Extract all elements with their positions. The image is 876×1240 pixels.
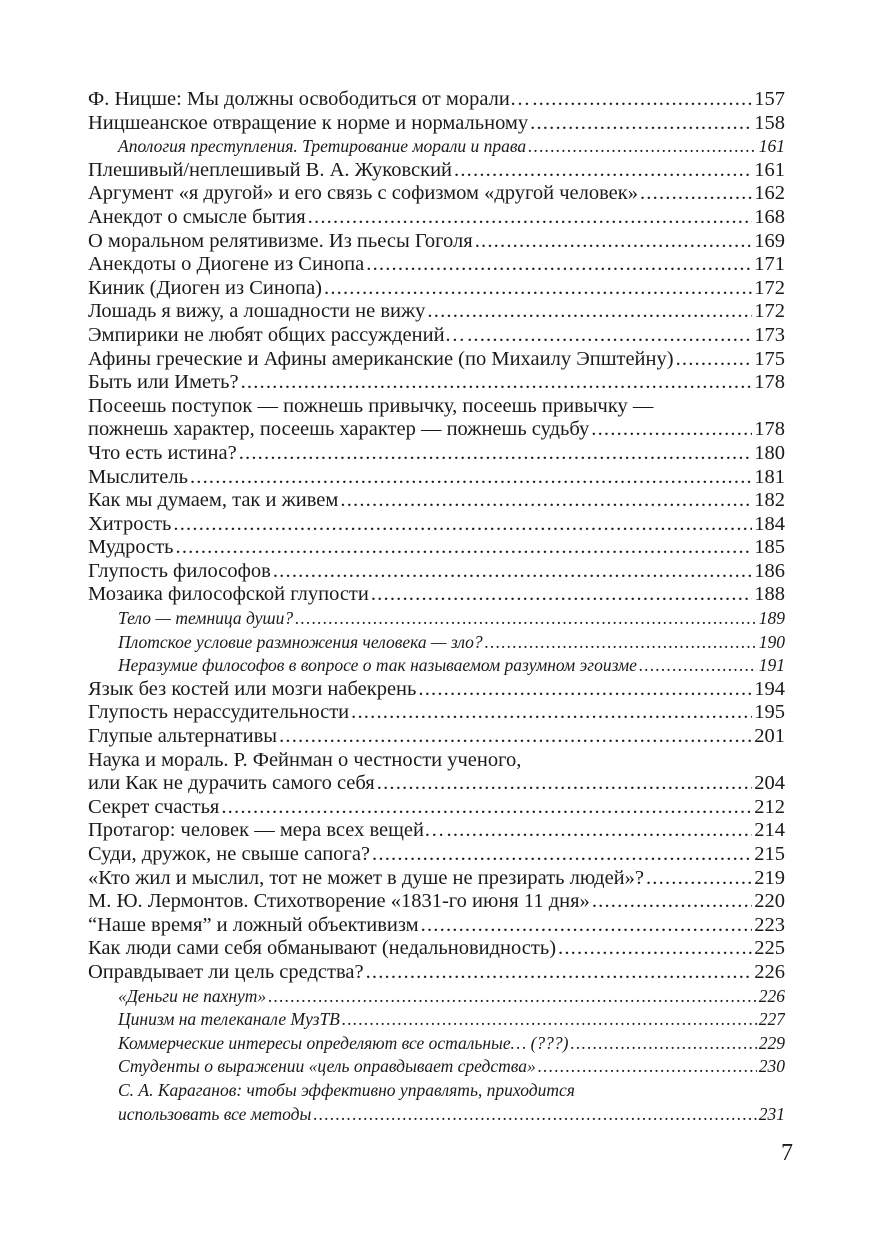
toc-entry-title: Язык без костей или мозги набекрень — [88, 677, 417, 700]
toc-entry-page: 157 — [754, 88, 785, 110]
toc-entry-title: Что есть истина? — [88, 441, 237, 464]
toc-entry-title: Глупость нерассудительности — [88, 701, 350, 724]
toc-entry-title: О моральном релятивизме. Из пьесы Гоголя — [88, 229, 473, 252]
dot-leader — [475, 230, 753, 254]
toc-entry-page: 158 — [754, 111, 785, 134]
dot-leader — [592, 890, 752, 914]
toc-entry — [88, 583, 785, 607]
dot-leader — [371, 583, 752, 607]
toc-entry-title: Аргумент «я другой» и его связь с софизмом «другой человек» — [88, 182, 638, 205]
toc-entry-title: Секрет счастья — [88, 795, 220, 818]
toc-entry-page: 185 — [754, 536, 785, 559]
dot-leader — [447, 819, 753, 843]
dot-leader — [591, 418, 752, 442]
toc-entry-page: 186 — [754, 559, 785, 582]
toc-entry-page: 219 — [754, 866, 785, 889]
dot-leader — [273, 560, 752, 584]
toc-entry-title: Апология преступления. Третирование морали и права — [118, 136, 527, 157]
toc-entry — [88, 88, 785, 112]
toc-entry-page: 182 — [754, 489, 785, 512]
toc-entry-page: 173 — [754, 323, 785, 346]
toc-entry-title: Эмпирики не любят общих рассуждений… — [88, 323, 466, 346]
dot-leader — [366, 253, 752, 277]
dot-leader — [532, 88, 752, 112]
toc-entry — [88, 324, 785, 348]
toc-entry-page: 169 — [754, 229, 785, 252]
toc-subentry — [88, 1008, 785, 1032]
toc-entry-title: Афины греческие и Афины американские (по Михаилу Эпштейну) — [88, 347, 674, 370]
toc-entry — [88, 513, 785, 537]
toc-entry — [88, 466, 785, 490]
toc-entry-title: использовать все методы — [118, 1103, 312, 1124]
toc-subentry — [88, 607, 785, 631]
toc-entry — [88, 914, 785, 938]
toc-entry — [88, 182, 785, 206]
dot-leader — [639, 654, 757, 678]
toc-entry-title: Анекдоты о Диогене из Синопа — [88, 253, 365, 276]
toc-entry — [88, 348, 785, 372]
dot-leader — [268, 985, 757, 1009]
toc-entry-page: 231 — [758, 1103, 785, 1124]
toc-entry-title: Оправдывает ли цель средства? — [88, 960, 364, 983]
toc-entry — [88, 159, 785, 183]
toc-entry-page: 161 — [758, 136, 785, 157]
toc-subentry — [88, 1055, 785, 1079]
toc-entry-page: 178 — [754, 371, 785, 394]
toc-entry-title: Суди, дружок, не свыше сапога? — [88, 843, 371, 865]
toc-entry-page: 204 — [754, 772, 785, 795]
toc-entry-title: Глупые альтернативы — [88, 725, 278, 748]
toc-entry — [88, 796, 785, 820]
dot-leader — [538, 1055, 757, 1079]
toc-entry-title: Протагор: человек — мера всех вещей… — [88, 819, 445, 842]
toc-entry-page: 181 — [754, 465, 785, 488]
dot-leader — [340, 489, 752, 513]
toc-entry-page: 195 — [754, 701, 785, 724]
toc-entry — [88, 678, 785, 702]
toc-entry-page: 175 — [754, 347, 785, 370]
toc-entry-page: 201 — [754, 725, 785, 748]
toc-entry — [88, 442, 785, 466]
toc-entry-title: Тело — темница души? — [118, 608, 294, 629]
toc-entry-title: Посеешь поступок — пожнешь привычку, посеешь привычку — — [88, 394, 654, 417]
toc-entry-page: 190 — [758, 631, 785, 652]
dot-leader — [308, 206, 753, 230]
toc-entry — [88, 937, 785, 961]
toc-entry-page: 220 — [754, 890, 785, 913]
toc-entry — [88, 843, 785, 867]
toc-entry-title: «Деньги не пахнут» — [118, 985, 267, 1006]
toc-entry — [88, 253, 785, 277]
dot-leader — [313, 1103, 756, 1127]
toc-entry-page: 225 — [754, 937, 785, 960]
toc-subentry — [88, 631, 785, 655]
toc-entry-title: Наука и мораль. Р. Фейнман о честности ученого, — [88, 748, 522, 771]
toc-entry-title: Неразумие философов в вопросе о так называемом разумном эгоизме — [118, 655, 637, 676]
dot-leader — [342, 1008, 757, 1032]
dot-leader — [558, 937, 752, 961]
toc-entry — [88, 961, 785, 985]
dot-leader — [239, 442, 753, 466]
toc-entry-title: Ф. Ницше: Мы должны освободиться от морали… — [88, 88, 531, 110]
dot-leader — [571, 1032, 757, 1056]
toc-entry-page: 171 — [754, 253, 785, 276]
toc-entry-page: 215 — [754, 843, 785, 865]
toc-entry — [88, 112, 785, 136]
toc-entry-page: 229 — [758, 1032, 785, 1053]
dot-leader — [324, 277, 752, 301]
toc-entry-page: 226 — [754, 960, 785, 983]
dot-leader — [377, 772, 753, 796]
dot-leader — [646, 867, 752, 891]
toc-entry — [88, 230, 785, 254]
toc-entry — [88, 560, 785, 584]
table-of-contents — [88, 88, 785, 1126]
toc-entry-page: 214 — [754, 819, 785, 842]
toc-entry-page: 194 — [754, 677, 785, 700]
page-number: 7 — [781, 1140, 793, 1166]
toc-entry-page: 223 — [754, 913, 785, 936]
toc-subentry — [88, 1103, 785, 1127]
toc-entry — [88, 489, 785, 513]
toc-entry-page: 189 — [758, 608, 785, 629]
toc-entry-title: Киник (Диоген из Синопа) — [88, 276, 322, 299]
toc-entry-page: 226 — [758, 985, 785, 1006]
toc-entry-page: 227 — [758, 1009, 785, 1030]
toc-entry — [88, 395, 785, 419]
toc-entry-title: Цинизм на телеканале МузТВ — [118, 1009, 340, 1030]
toc-entry-page: 191 — [758, 655, 785, 676]
toc-entry-title: Мыслитель — [88, 465, 188, 488]
dot-leader — [427, 300, 752, 324]
dot-leader — [421, 914, 753, 938]
toc-entry-title: Мудрость — [88, 536, 174, 559]
toc-entry-title: Коммерческие интересы определяют все остальные… (???) — [118, 1032, 569, 1053]
toc-entry-page: 168 — [754, 205, 785, 228]
toc-entry — [88, 867, 785, 891]
toc-entry-page: 178 — [754, 418, 785, 441]
dot-leader — [221, 796, 752, 820]
toc-entry — [88, 890, 785, 914]
toc-subentry — [88, 654, 785, 678]
dot-leader — [467, 324, 752, 348]
dot-leader — [241, 371, 753, 395]
toc-subentry — [88, 135, 785, 159]
toc-entry-page: 180 — [754, 441, 785, 464]
toc-entry — [88, 749, 785, 773]
toc-entry-page: 172 — [754, 276, 785, 299]
toc-entry-page: 230 — [758, 1056, 785, 1077]
toc-entry — [88, 819, 785, 843]
toc-entry — [88, 536, 785, 560]
toc-entry-title: Глупость философов — [88, 559, 271, 582]
dot-leader — [372, 843, 752, 867]
toc-entry — [88, 725, 785, 749]
dot-leader — [351, 701, 752, 725]
toc-entry-title: Плешивый/неплешивый В. А. Жуковский — [88, 158, 453, 181]
toc-entry-title: Как люди сами себя обманывают (недальновидность) — [88, 937, 557, 960]
dot-leader — [485, 631, 757, 655]
dot-leader — [173, 513, 752, 537]
toc-entry — [88, 418, 785, 442]
dot-leader — [528, 135, 757, 159]
toc-subentry — [88, 1032, 785, 1056]
toc-subentry — [88, 1079, 785, 1103]
dot-leader — [530, 112, 752, 136]
toc-entry-title: Плотское условие размножения человека — зло? — [118, 631, 483, 652]
toc-entry-title: или Как не дурачить самого себя — [88, 772, 375, 795]
dot-leader — [640, 182, 752, 206]
toc-entry — [88, 371, 785, 395]
toc-entry-title: Лошадь я вижу, а лошадности не вижу — [88, 300, 426, 323]
dot-leader — [295, 607, 757, 631]
dot-leader — [279, 725, 752, 749]
dot-leader — [176, 536, 753, 560]
toc-entry-title: пожнешь характер, посеешь характер — пожнешь судьбу — [88, 418, 590, 441]
toc-entry-page: 172 — [754, 300, 785, 323]
toc-entry-title: Анекдот о смысле бытия — [88, 205, 306, 228]
toc-entry-title: С. А. Караганов: чтобы эффективно управлять, приходится — [118, 1079, 575, 1100]
toc-entry — [88, 206, 785, 230]
toc-entry-title: Ницшеанское отвращение к норме и нормальному — [88, 111, 529, 134]
toc-entry-title: Мозаика философской глупости — [88, 583, 369, 606]
toc-entry-title: Как мы думаем, так и живем — [88, 489, 339, 512]
toc-entry-title: Студенты о выражении «цель оправдывает средства» — [118, 1056, 536, 1077]
dot-leader — [190, 466, 752, 490]
toc-subentry — [88, 985, 785, 1009]
dot-leader — [454, 159, 752, 183]
toc-entry-page: 161 — [754, 158, 785, 181]
toc-entry — [88, 300, 785, 324]
toc-entry-page: 162 — [754, 182, 785, 205]
toc-entry-page: 188 — [754, 583, 785, 606]
dot-leader — [366, 961, 753, 985]
toc-entry-page: 184 — [754, 512, 785, 535]
toc-entry — [88, 277, 785, 301]
dot-leader — [418, 678, 752, 702]
toc-entry-page: 212 — [754, 795, 785, 818]
toc-entry-title: Быть или Иметь? — [88, 371, 239, 394]
toc-entry-title: М. Ю. Лермонтов. Стихотворение «1831-го июня 11 дня» — [88, 890, 590, 913]
toc-entry — [88, 772, 785, 796]
toc-entry-title: “Наше время” и ложный объективизм — [88, 913, 419, 936]
toc-entry-title: Хитрость — [88, 512, 172, 535]
dot-leader — [676, 348, 753, 372]
toc-entry — [88, 701, 785, 725]
toc-entry-title: «Кто жил и мыслил, тот не может в душе не презирать людей»? — [88, 866, 644, 889]
